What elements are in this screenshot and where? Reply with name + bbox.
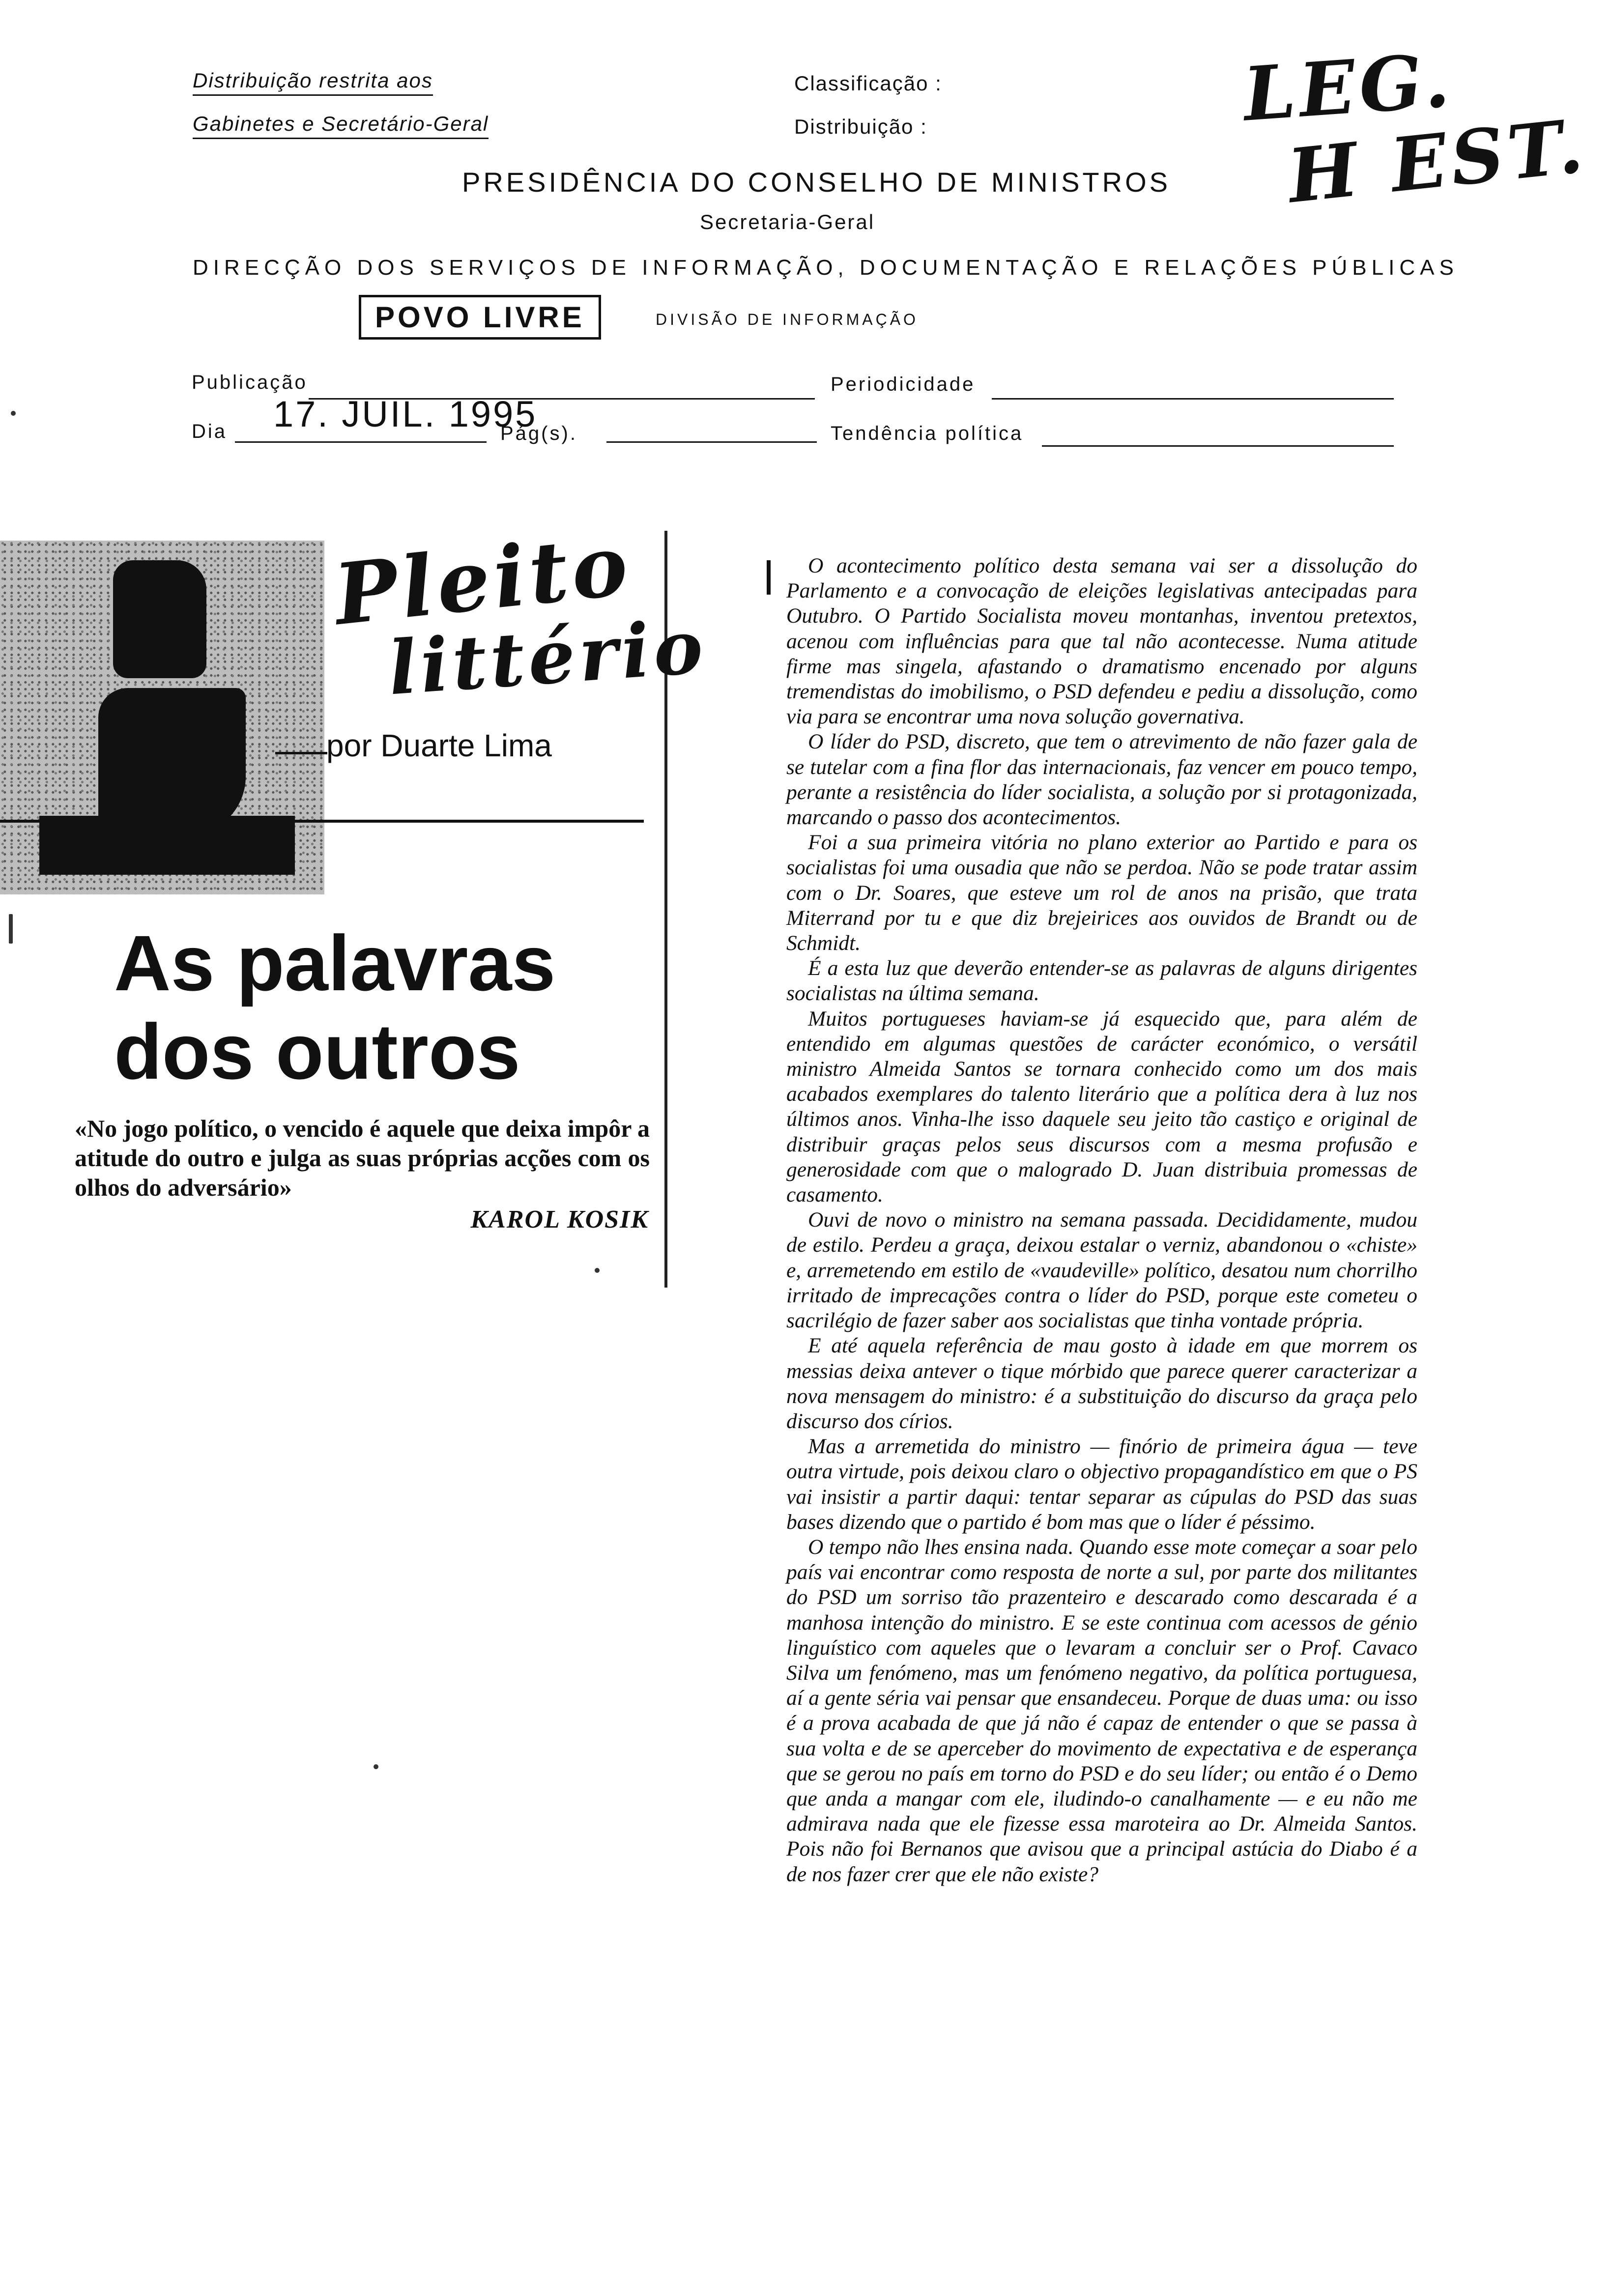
article-paragraph: Muitos portugueses haviam-se já esquecido que, para além de entendido em algumas questões de carácter económico, o versátil ministro Almeida Santos se tornara conhecido como um dos mais acabados exemplares do talento literário que a política dera à luz nos últimos anos. Vinha-lhe isso daquele seu jeito tão castiço e original de distribuir graças pelos seus discursos com a mesma profusão e generosidade com que o malogrado D. Juan distribuia promessas de casamento. <box>786 1006 1417 1207</box>
periodicity-line <box>992 398 1394 400</box>
article-paragraph: O tempo não lhes ensina nada. Quando esse mote começar a soar pelo país vai encontrar como resposta de norte a sul, por parte dos militantes do PSD um sorriso tão prazenteiro e descarado como descarada é a manhosa intenção do ministro. E se este continua com acessos de génio linguístico com aqueles que o levaram a concluir ser o Prof. Cavaco Silva um fenómeno, mas um fenómeno negativo, da política portuguesa, aí a gente séria vai pensar que ensandeceu. Porque de duas uma: ou isso é a prova acabada de que já não é capaz de entender o que se passa à sua volta e de se aperceber do movimento de expectativa e de esperança que se gerou no país em torno do PSD e do seu líder; ou então é o Demo que anda a mangar com ele, iludindo-o canalhamente — e eu não me admirava nada que ele fizesse essa maroteira ao Dr. Almeida Santos. Pois não foi Bernanos que avisou que a principal astúcia do Diabo é a de nos fazer crer que ele não existe? <box>786 1535 1417 1886</box>
clipping-divider <box>0 820 644 823</box>
quote-author: KAROL KOSIK <box>470 1205 649 1234</box>
article-paragraph: Foi a sua primeira vitória no plano exterior ao Partido e para os socialistas foi uma ousadia que não se perdoa. Não se pode tratar assim com o Dr. Soares, que esteve um rol de anos na prisão, que trata Miterrand por tu e que diz brejeirices aos ouvidos de Brandt ou de Schmidt. <box>786 831 1417 955</box>
periodicity-label: Periodicidade <box>831 373 976 395</box>
page-label: Pág(s). <box>500 423 577 444</box>
figure-head-shape <box>113 560 206 678</box>
article-paragraph: E até aquela referência de mau gosto à idade em que morrem os messias deixa antever o tique mórbido que parece querer caracterizar a nova mensagem do ministro: é a substituição do discurso da graça pelo discurso dos círios. <box>786 1334 1417 1433</box>
byline-rule <box>275 752 327 754</box>
column-handwritten: Pleito <box>330 515 636 645</box>
main-title: PRESIDÊNCIA DO CONSELHO DE MINISTROS <box>462 167 1171 198</box>
article-body <box>786 553 1417 1887</box>
publication-stamp: POVO LIVRE <box>359 295 601 340</box>
article-paragraph: O acontecimento político desta semana vai ser a dissolução do Parlamento e a convocação de eleições legislativas antecipadas para Outubro. O Partido Socialista moveu montanhas, inventou pretextos, acenou com influências para que tal não acontecesse. Numa atitude firme mas singela, afastando o dramatismo encenado por alguns tremendistas do imobilismo, o PSD defendeu e pediu a dissolução, como via para se encontrar uma nova solução governativa. <box>786 554 1417 729</box>
subtitle: Secretaria-Geral <box>700 210 875 233</box>
byline: por Duarte Lima <box>326 728 552 763</box>
handwritten-note-line-1: LEG. <box>1240 37 1456 138</box>
quote: «No jogo político, o vencido é aquele que deixa impôr a atitude do outro e julga as suas próprias acções com os olhos do adversário» <box>75 1115 650 1201</box>
classification-label: Classificação : <box>794 72 942 95</box>
tendency-line <box>1042 445 1394 447</box>
scan-speck <box>11 411 16 416</box>
distribution-line-1: Distribuição restrita aos <box>193 69 433 96</box>
page-line <box>606 441 817 443</box>
distribution-line-2: Gabinetes e Secretário-Geral <box>193 112 489 139</box>
article-paragraph: O líder do PSD, discreto, que tem o atrevimento de não fazer gala de se tutelar com a fina flor das internacionais, faz vencer em pouco tempo, perante a resistência do líder socialista, a solução por si protagonizada, marcando o passo dos acontecimentos. <box>786 730 1417 830</box>
figure-body-shape <box>98 688 246 835</box>
publication-label: Publicação <box>192 372 308 393</box>
tendency-label: Tendência política <box>831 423 1024 444</box>
scan-speck <box>374 1764 378 1769</box>
article-paragraph: Mas a arremetida do ministro — finório de primeira água — teve outra virtude, pois deixou claro o objectivo propagandístico em que o PS vai insistir a partir daqui: tentar separar as cúpulas do PSD das suas bases dizendo que o partido é bom mas que o líder é péssimo. <box>786 1435 1417 1534</box>
column-illustration <box>0 541 324 894</box>
day-label: Dia <box>192 421 228 442</box>
headline-line-2: dos outros <box>114 1007 520 1095</box>
figure-base-shape <box>39 816 295 875</box>
article-corner-mark <box>767 560 771 595</box>
handwritten-note-line-2: H EST. <box>1284 102 1591 220</box>
article-paragraph: Ouvi de novo o ministro na semana passada. Decididamente, mudou de estilo. Perdeu a graça, deixou estalar o verniz, abandonou o «chiste» e, arremetendo em estilo de «vaudeville» político, desatou num chorrilho irritado de imprecações contra o líder do PSD, porque este cometeu o sacrilégio de fazer saber aos socialistas que tinha vontade própria. <box>786 1208 1417 1333</box>
article-paragraph: É a esta luz que deverão entender-se as palavras de alguns dirigentes socialistas na última semana. <box>786 956 1417 1005</box>
column-handwritten-2: littério <box>385 603 710 712</box>
scan-speck <box>9 914 13 944</box>
distribution-label: Distribuição : <box>794 115 927 138</box>
headline-line-1: As palavras <box>114 919 556 1007</box>
directorate-line: DIRECÇÃO DOS SERVIÇOS DE INFORMAÇÃO, DOCUMENTAÇÃO E RELAÇÕES PÚBLICAS <box>193 256 1459 280</box>
scan-speck <box>595 1268 600 1273</box>
division-label: DIVISÃO DE INFORMAÇÃO <box>656 311 919 328</box>
day-value: 17. JUIL. 1995 <box>273 394 538 434</box>
day-line <box>235 441 487 443</box>
